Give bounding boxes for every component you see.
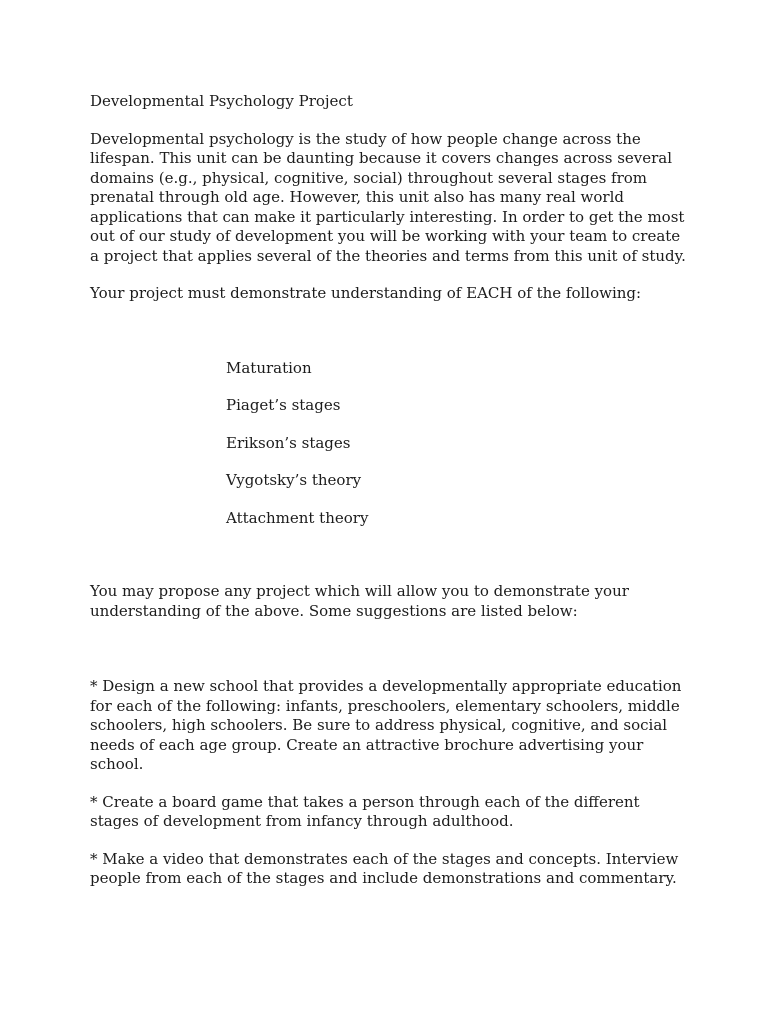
requirement-lead: Your project must demonstrate understanding of EACH of the following: bbox=[90, 284, 642, 302]
topic-list bbox=[90, 359, 690, 529]
suggestion-list bbox=[90, 677, 690, 889]
topic-item: Piaget’s stages bbox=[226, 396, 341, 414]
suggestion-item: * Create a board game that takes a person through each of the different stages of development from infancy through adulthood. bbox=[90, 792, 640, 830]
suggestion-item: * Make a video that demonstrates each of the stages and concepts. Interview people from each of the stages and include demonstrations and commentary. bbox=[90, 849, 679, 887]
document-page bbox=[90, 92, 690, 889]
topic-item: Erikson’s stages bbox=[226, 433, 351, 452]
topic-item: Maturation bbox=[226, 358, 312, 377]
intro-paragraph: Developmental psychology is the study of how people change across the lifespan. This unit can be daunting because it covers changes across several domains (e.g., physical, cognitive, social) throughout several stages from prenatal through old age. However, this unit also has many real world applications that can make it particularly interesting. In order to get the most out of our study of development you will be working with your team to create a project that applies several of the theories and terms from this unit of study. bbox=[90, 129, 686, 265]
suggestion-item: * Design a new school that provides a developmentally appropriate education for each of the following: infants, preschoolers, elementary schoolers, middle schoolers, high schoolers. Be sure to address physical, cognitive, and social needs of each age group. Create an attractive brochure advertising your school. bbox=[90, 677, 682, 773]
document-title: Developmental Psychology Project bbox=[90, 92, 353, 110]
propose-paragraph: You may propose any project which will allow you to demonstrate your understanding of the above. Some suggestions are listed below: bbox=[90, 582, 629, 620]
topic-item: Vygotsky’s theory bbox=[226, 471, 362, 489]
topic-item: Attachment theory bbox=[226, 508, 369, 527]
